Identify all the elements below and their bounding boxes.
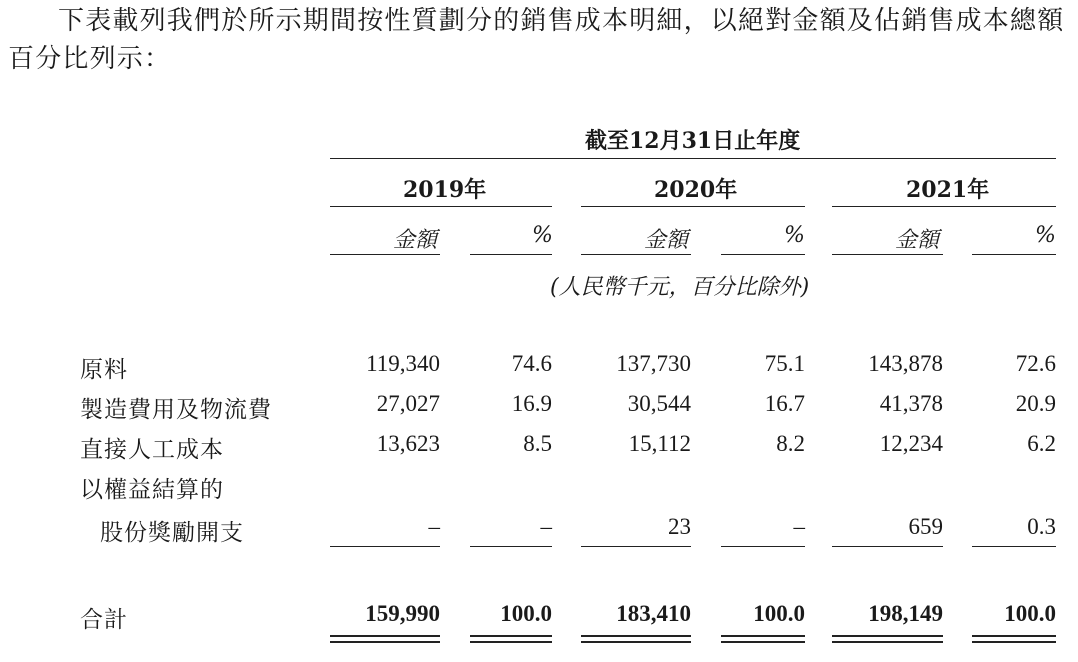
row-label-manufacturing: 製造費用及物流費 [80, 397, 272, 423]
intro-paragraph: 下表載列我們於所示期間按性質劃分的銷售成本明細，以絕對金額及佔銷售成本總額百分比列示： [8, 6, 1065, 74]
amount-header-2019: 金額 [393, 228, 438, 253]
cell: 137,730 [616, 351, 691, 376]
total-cell: 100.0 [753, 601, 805, 626]
cell: – [540, 514, 552, 539]
subtotal-rule [581, 546, 691, 547]
double-rule [581, 635, 691, 637]
amount-header-2020: 金額 [644, 228, 689, 253]
cell: 27,027 [376, 391, 440, 416]
cell: 0.3 [1027, 514, 1056, 539]
cell: 119,340 [366, 351, 440, 376]
cell: 15,112 [628, 431, 691, 456]
cell: 659 [908, 514, 943, 539]
year-2019: 2019年 [403, 177, 487, 203]
total-cell: 100.0 [500, 601, 552, 626]
subtotal-rule [470, 546, 552, 547]
cell: – [793, 514, 805, 539]
row-label-share-award: 股份獎勵開支 [100, 520, 244, 546]
total-cell: 198,149 [868, 601, 943, 626]
double-rule [972, 635, 1056, 637]
cell: 8.5 [523, 431, 552, 456]
double-rule [581, 641, 691, 643]
year-rule-2020 [581, 206, 805, 207]
total-cell: 183,410 [616, 601, 691, 626]
double-rule [721, 635, 805, 637]
subtotal-rule [972, 546, 1056, 547]
sub-rule [581, 254, 691, 255]
cell: 8.2 [776, 431, 805, 456]
cell: 75.1 [764, 351, 805, 376]
sub-rule [470, 254, 552, 255]
cell: – [428, 514, 440, 539]
cell: 143,878 [868, 351, 943, 376]
sub-rule [721, 254, 805, 255]
amount-header-2021: 金額 [895, 228, 940, 253]
cell: 16.7 [764, 391, 805, 416]
total-label: 合計 [80, 607, 128, 633]
double-rule [972, 641, 1056, 643]
total-cell: 159,990 [365, 601, 440, 626]
header-rule [330, 158, 1056, 159]
year-2021: 2021年 [906, 177, 990, 203]
percent-header-2019: % [532, 223, 553, 248]
cell: 74.6 [511, 351, 552, 376]
double-rule [832, 641, 943, 643]
percent-header-2020: % [784, 223, 805, 248]
year-2020: 2020年 [654, 177, 738, 203]
row-label-raw-materials: 原料 [80, 357, 128, 383]
cell: 20.9 [1015, 391, 1056, 416]
row-label-equity-settled: 以權益結算的 [80, 477, 224, 503]
cell: 13,623 [376, 431, 440, 456]
double-rule [721, 641, 805, 643]
cell: 30,544 [627, 391, 691, 416]
total-cell: 100.0 [1004, 601, 1056, 626]
subtotal-rule [721, 546, 805, 547]
cell: 16.9 [511, 391, 552, 416]
cell: 41,378 [879, 391, 943, 416]
double-rule [330, 635, 440, 637]
subtotal-rule [330, 546, 440, 547]
row-label-direct-labor: 直接人工成本 [80, 437, 224, 463]
cell: 6.2 [1027, 431, 1056, 456]
sub-rule [330, 254, 440, 255]
cell: 72.6 [1015, 351, 1056, 376]
double-rule [470, 641, 552, 643]
cell: 12,234 [879, 431, 943, 456]
double-rule [470, 635, 552, 637]
double-rule [832, 635, 943, 637]
year-rule-2019 [330, 206, 552, 207]
sub-rule [832, 254, 943, 255]
year-rule-2021 [832, 206, 1056, 207]
sub-rule [972, 254, 1056, 255]
subtotal-rule [832, 546, 943, 547]
percent-header-2021: % [1035, 223, 1056, 248]
cell: 23 [668, 514, 691, 539]
period-header: 截至12月31日止年度 [585, 128, 801, 154]
unit-note: (人民幣千元，百分比除外) [550, 275, 810, 300]
double-rule [330, 641, 440, 643]
